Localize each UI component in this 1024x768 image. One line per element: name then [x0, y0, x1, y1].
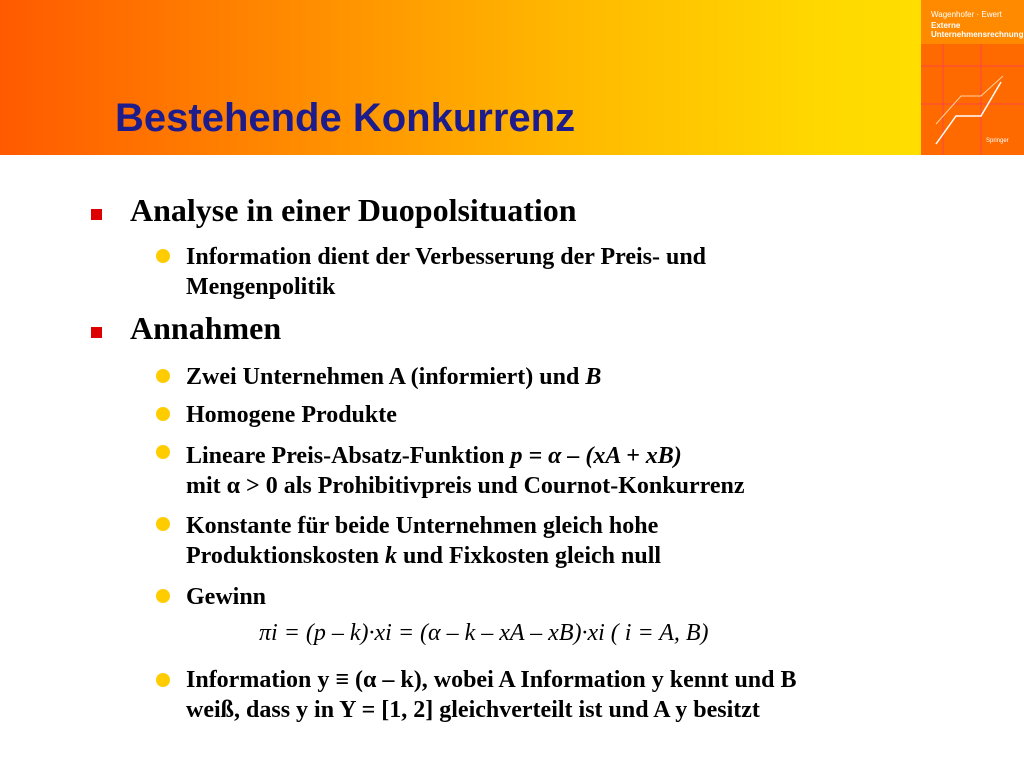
list-item: Gewinn — [186, 584, 267, 610]
book-cover-thumbnail — [921, 0, 1024, 155]
list-item: Zwei Unternehmen A (informiert) und B — [186, 364, 602, 390]
bullet-dot — [156, 673, 170, 687]
bullet-square — [91, 209, 102, 220]
book-author: Wagenhofer · Ewert — [931, 10, 1002, 19]
bullet-dot — [156, 369, 170, 383]
list-item: Konstante für beide Unternehmen gleich hohe Produktionskosten k und Fixkosten gleich null — [186, 513, 662, 569]
list-item: Information dient der Verbesserung der Preis- und Mengenpolitik — [186, 244, 707, 300]
page-title: Bestehende Konkurrenz — [115, 96, 576, 140]
bullet-dot — [156, 445, 170, 459]
book-title — [931, 21, 1023, 39]
bullet-dot — [156, 249, 170, 263]
profit-formula: πi = (p – k)·xi = (α – k – xA – xB)·xi ( i = A, B) — [259, 620, 709, 646]
list-item: Homogene Produkte — [186, 402, 397, 428]
price-function-formula: p = α – (xA + xB) — [510, 443, 682, 469]
publisher-logo: Springer — [986, 138, 1009, 144]
book-title-line1: Externe — [931, 21, 961, 30]
book-title-line2: Unternehmensrechnung — [931, 30, 1024, 39]
bullet-dot — [156, 589, 170, 603]
bullet-square — [91, 327, 102, 338]
bullet-dot — [156, 517, 170, 531]
list-item: Lineare Preis-Absatz-Funktion p = α – (xA + xB) mit α > 0 als Prohibitivpreis und Cournot-Konkurrenz — [186, 443, 745, 499]
section-heading: Analyse in einer Duopolsituation — [130, 192, 577, 228]
bullet-dot — [156, 407, 170, 421]
section-heading: Annahmen — [130, 310, 282, 346]
list-item: Information y ≡ (α – k), wobei A Information y kennt und B weiß, dass y in Y = [1, 2] gleichverteilt ist und A y besitzt — [186, 667, 797, 723]
